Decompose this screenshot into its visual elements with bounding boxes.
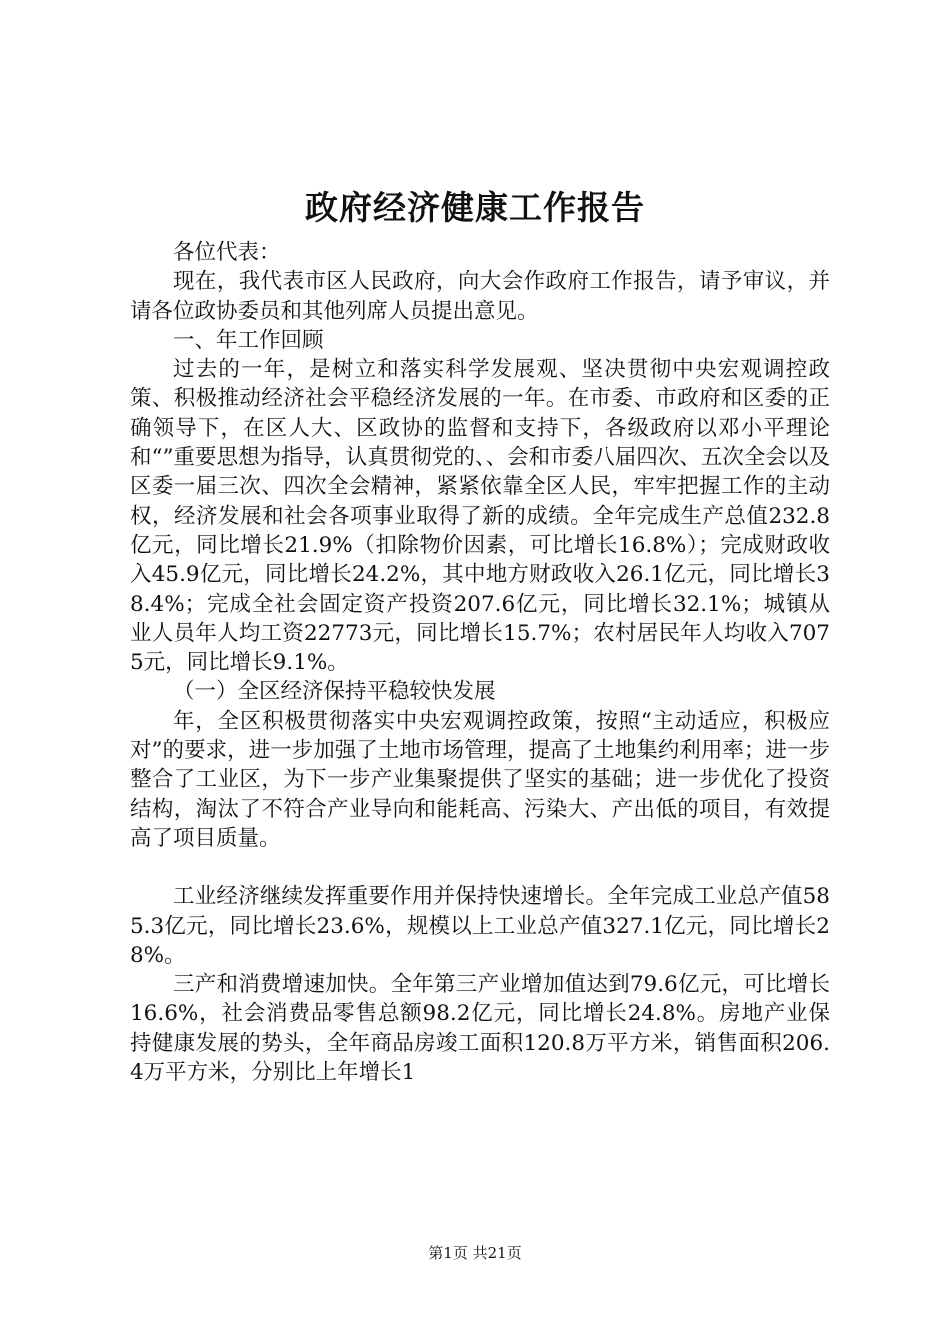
section-heading: 一、年工作回顾 [173, 327, 324, 353]
policy-paragraph: 年，全区积极贯彻落实中央宏观调控政策，按照“主动适应，积极应对”的要求，进一步加强了土地市场管理，提高了土地集约利用率；进一步整合了工业区，为下一步产业集聚提供了坚实的基础；进一步优化了投资结构，淘汰了不符合产业导向和能耗高、污染大、产出低的项目，有效提高了项目质量。 [130, 708, 830, 851]
salutation: 各位代表： [173, 240, 281, 265]
intro-paragraph: 现在，我代表市区人民政府，向大会作政府工作报告，请予审议，并请各位政协委员和其他列席人员提出意见。 [130, 269, 830, 324]
document-body [130, 238, 830, 1087]
document-title: 政府经济健康工作报告 [305, 188, 645, 227]
review-paragraph: 过去的一年，是树立和落实科学发展观、坚决贯彻中央宏观调控政策、积极推动经济社会平稳经济发展的一年。在市委、市政府和区委的正确领导下，在区人大、区政协的监督和支持下，各级政府以邓小平理论和“”重要思想为指导，认真贯彻党的、、会和市委八届四次、五次全会以及区委一届三次、四次全会精神，紧紧依靠全区人民，牢牢把握工作的主动权，经济发展和社会各项事业取得了新的成绩。全年完成生产总值232.8亿元，同比增长21.9%（扣除物价因素，可比增长16.8%）；完成财政收入45.9亿元，同比增长24.2%，其中地方财政收入26.1亿元，同比增长38.4%；完成全社会固定资产投资207.6亿元，同比增长32.1%；城镇从业人员年人均工资22773元，同比增长15.7%；农村居民年人均收入7075元，同比增长9.1%。 [130, 357, 830, 676]
subsection-heading: （一）全区经济保持平稳较快发展 [173, 679, 496, 705]
industry-paragraph: 工业经济继续发挥重要作用并保持快速增长。全年完成工业总产值585.3亿元，同比增长23.6%，规模以上工业总产值327.1亿元，同比增长28%。 [130, 884, 830, 968]
tertiary-paragraph: 三产和消费增速加快。全年第三产业增加值达到79.6亿元，可比增长16.6%，社会消费品零售总额98.2亿元，同比增长24.8%。房地产业保持健康发展的势头，全年商品房竣工面积120.8万平方米，销售面积206.4万平方米，分别比上年增长1 [130, 972, 830, 1086]
page-footer: 第1页 共21页 [428, 1244, 522, 1262]
